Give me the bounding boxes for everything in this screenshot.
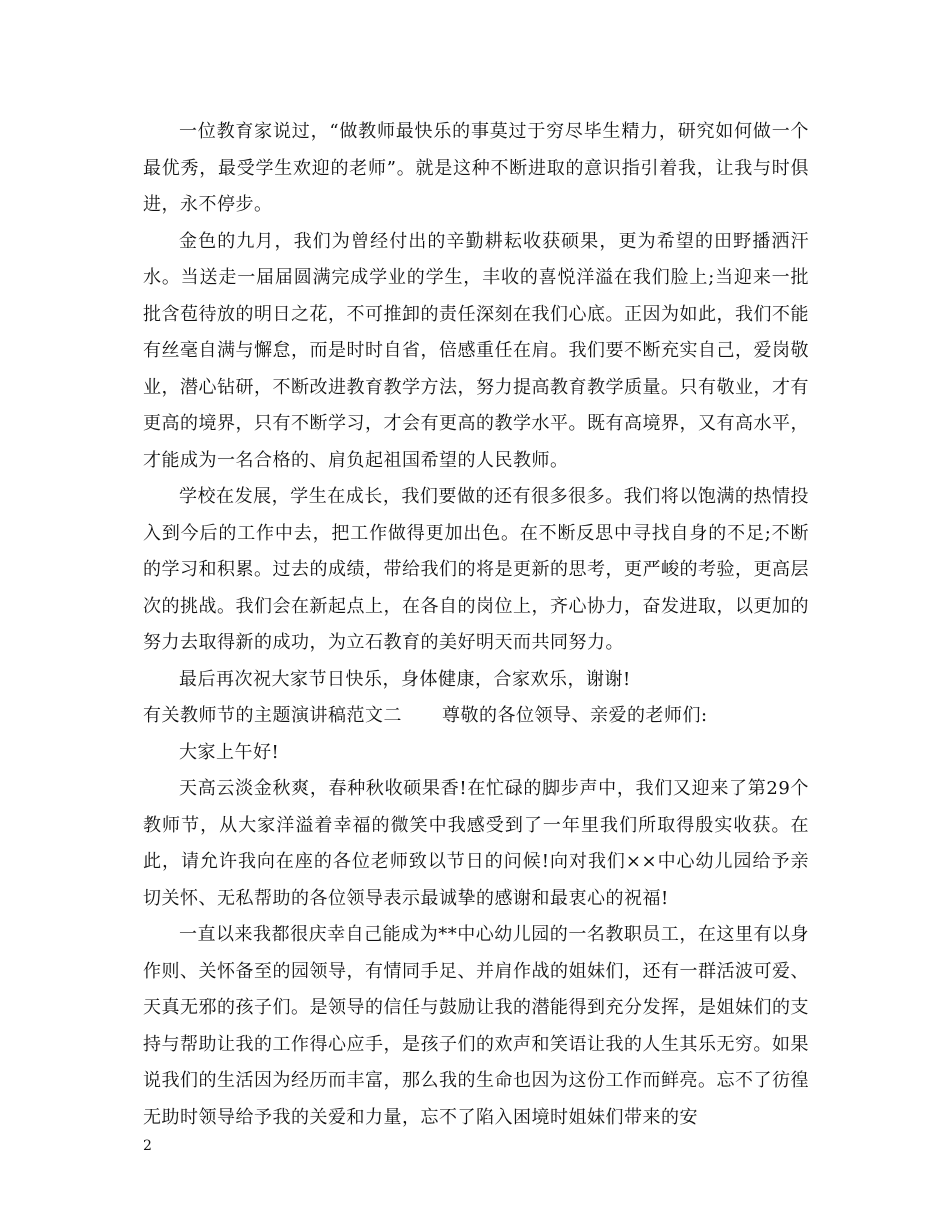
page-number: 2: [143, 1138, 152, 1154]
section-title: 有关教师节的主题演讲稿范文二: [143, 705, 402, 726]
paragraph: 金色的九月，我们为曾经付出的辛勤耕耘收获硕果，更为希望的田野播洒汗水。当送走一届届圆满完成学业的学生，丰收的喜悦洋溢在我们脸上;当迎来一批批含苞待放的明日之花，不可推卸的责任深刻在我们心底。正因为如此，我们不能有丝毫自满与懈怠，而是时时自省，倍感重任在肩。我们要不断充实自己，爱岗敬业，潜心钻研，不断改进教育教学方法，努力提高教育教学质量。只有敬业，才有更高的境界，只有不断学习，才会有更高的教学水平。既有高境界，又有高水平，才能成为一名合格的、肩负起祖国希望的人民教师。: [143, 230, 809, 471]
paragraph: 最后再次祝大家节日快乐，身体健康，合家欢乐，谢谢!: [179, 668, 631, 690]
greeting: 大家上午好!: [179, 741, 280, 763]
section-heading-line: [143, 698, 809, 735]
paragraph: 一位教育家说过，“做教师最快乐的事莫过于穷尽毕生精力，研究如何做一个最优秀，最受学生欢迎的老师”。就是这种不断进取的意识指引着我，让我与时俱进，永不停步。: [143, 121, 809, 215]
paragraph: 一直以来我都很庆幸自己能成为**中心幼儿园的一名教职员工，在这里有以身作则、关怀备至的园领导，有情同手足、并肩作战的姐妹们，还有一群活波可爱、天真无邪的孩子们。是领导的信任与鼓励让我的潜能得到充分发挥，是姐妹们的支持与帮助让我的工作得心应手，是孩子们的欢声和笑语让我的人生其乐无穷。如果说我们的生活因为经历而丰富，那么我的生命也因为这份工作而鲜亮。忘不了彷徨无助时领导给予我的关爱和力量，忘不了陷入困境时姐妹们带来的安: [143, 924, 809, 1128]
paragraph: 天高云淡金秋爽，春种秋收硕果香!在忙碌的脚步声中，我们又迎来了第29个教师节，从大家洋溢着幸福的微笑中我感受到了一年里我们所取得殷实收获。在此，请允许我向在座的各位老师致以节日的问候!向对我们××中心幼儿园给予亲切关怀、无私帮助的各位领导表示最诚挚的感谢和最衷心的祝福!: [143, 778, 809, 909]
paragraph: 学校在发展，学生在成长，我们要做的还有很多很多。我们将以饱满的热情投入到今后的工作中去，把工作做得更加出色。在不断反思中寻找自身的不足;不断的学习和积累。过去的成绩，带给我们的将是更新的思考，更严峻的考验，更高层次的挑战。我们会在新起点上，在各自的岗位上，齐心协力，奋发进取，以更加的努力去取得新的成功，为立石教育的美好明天而共同努力。: [143, 486, 809, 653]
body-text: [143, 114, 809, 1136]
salutation: 尊敬的各位领导、亲爱的老师们:: [442, 705, 708, 726]
